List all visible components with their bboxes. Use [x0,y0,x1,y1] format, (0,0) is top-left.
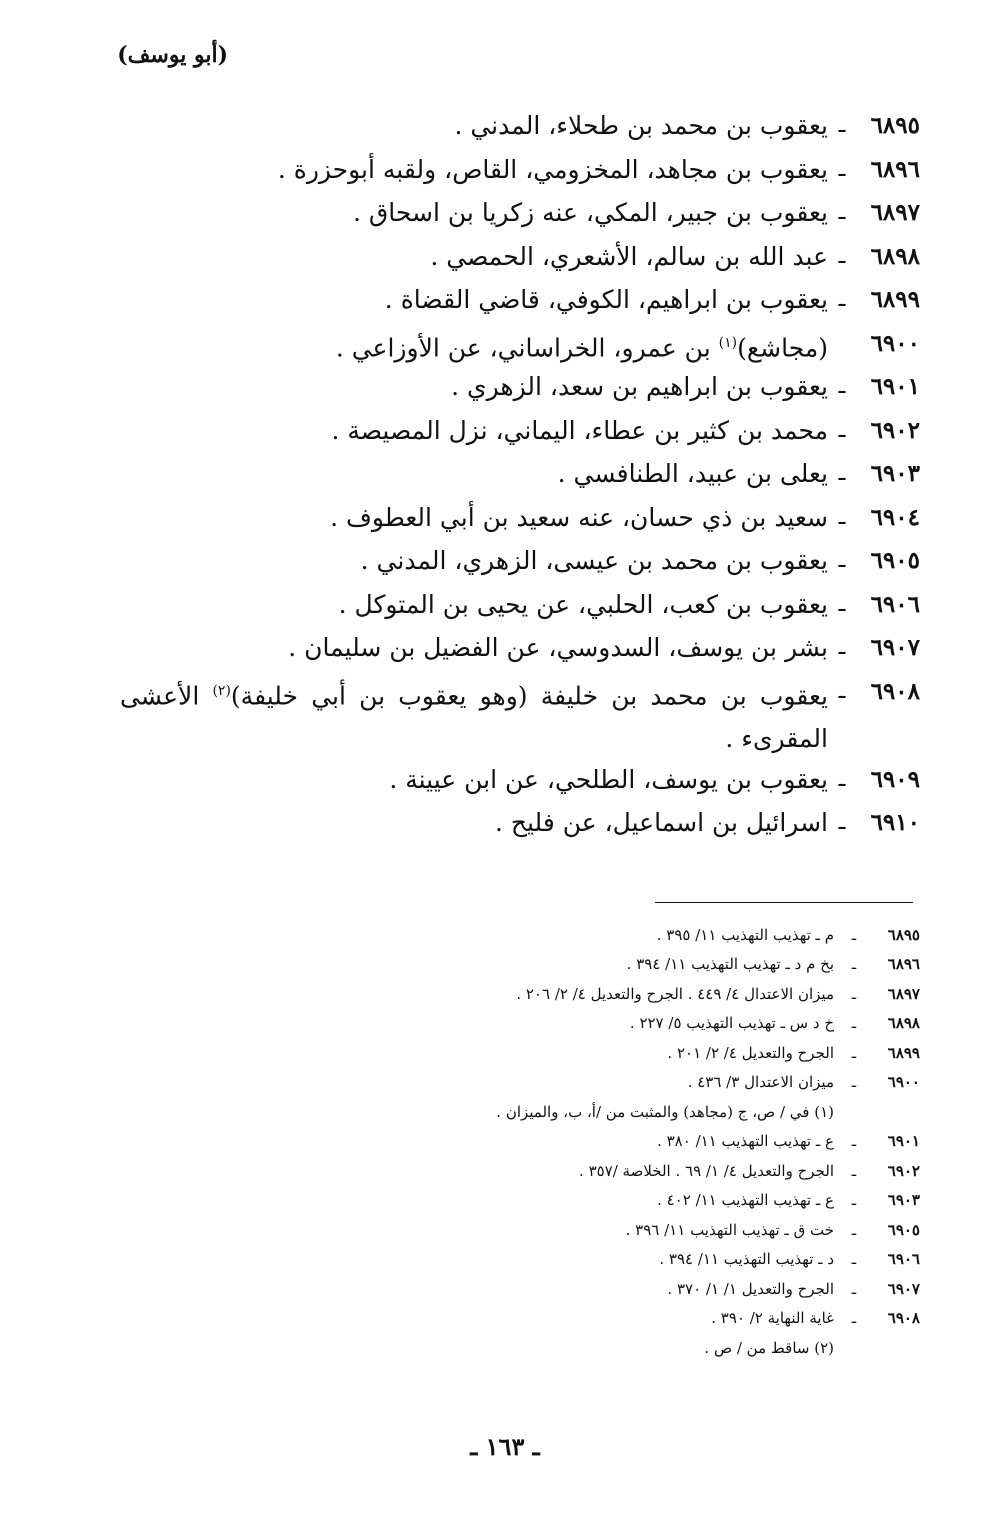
entry-number: ٦٩٠٥ [870,547,920,574]
footnote-number: ٦٩٠٣ [887,1191,920,1210]
footnote-marker: (٢) [212,682,231,699]
entry-6909 [120,758,920,802]
footnote-item [300,1009,920,1039]
entry-text-part: الأعشى المقرىء . [120,680,828,754]
footnote-item [300,1215,920,1245]
entry-6902 [120,409,920,453]
footnote-separator [655,902,913,903]
footnote-item [300,1127,920,1157]
footnote-number: ٦٩٠٧ [887,1279,920,1298]
entry-6897 [120,191,920,235]
footnote-number: ٦٨٩٦ [887,955,920,974]
entry-dash: ـ [838,765,846,792]
footnote-item [300,1245,920,1275]
entry-number: ٦٩٠٨ [870,677,920,705]
entry-text: يعقوب بن محمد بن طحلاء، المدني . [454,111,828,140]
footnote-item [300,1186,920,1216]
entry-text: اسرائيل بن اسماعيل، عن فليح . [494,808,828,837]
entry-6906 [120,583,920,627]
entry-text: يعقوب بن يوسف، الطلحي، عن ابن عيينة . [389,764,828,794]
footnote-text: ميزان الاعتدال ٤/ ٤٤٩ . الجرح والتعديل ٤/ ٢/ ٢٠٦ . [516,984,834,1003]
entry-text: يعلى بن عبيد، الطنافسي . [557,459,828,488]
footnote-item [300,979,920,1009]
footnote-number: ٦٩٠٠ [887,1073,920,1092]
footnote-dash: ـ [851,1279,857,1298]
entry-dash: ـ [838,286,846,312]
entry-number: ٦٩٠٩ [870,765,920,793]
footnote-text: الجرح والتعديل ٤/ ١/ ٦٩ . الخلاصة /٣٥٧ . [579,1161,834,1180]
entry-6895 [120,104,920,148]
entry-6903 [120,452,920,496]
footnote-dash: ـ [851,984,857,1003]
entry-6910 [120,801,920,845]
footnote-dash: ـ [851,1043,857,1062]
entry-text: يعقوب بن محمد بن عيسى، الزهري، المدني . [360,546,828,575]
entry-text: يعقوب بن كعب، الحلبي، عن يحيى بن المتوكل . [338,589,828,619]
footnote-text: بخ م د ـ تهذيب التهذيب ١١/ ٣٩٤ . [626,955,834,974]
footnote-item [300,1304,920,1334]
footnote-text: د ـ تهذيب التهذيب ١١/ ٣٩٤ . [659,1250,834,1269]
entry-6907 [120,626,920,670]
entry-text: سعيد بن ذي حسان، عنه سعيد بن أبي العطوف . [330,502,828,532]
footnote-text: خ د س ـ تهذيب التهذيب ٥/ ٢٢٧ . [629,1014,834,1033]
entry-number: ٦٨٩٩ [870,286,920,313]
footnote-item [300,1068,920,1098]
footnote-text: م ـ تهذيب التهذيب ١١/ ٣٩٥ . [656,925,834,944]
footnote-dash: ـ [851,1161,857,1180]
footnote-dash: ـ [851,1191,857,1210]
footnote-text: ميزان الاعتدال ٣/ ٤٣٦ . [687,1073,834,1092]
page-number: ـ ١٦٣ ـ [470,1432,540,1461]
footnote-text: ع ـ تهذيب التهذيب ١١/ ٤٠٢ . [657,1191,834,1210]
footnote-item [300,950,920,980]
entry-dash: ـ [838,503,846,530]
entry-text [336,322,828,370]
footnote-dash: ـ [851,1309,857,1328]
footnote-item [300,1274,920,1304]
entry-number: ٦٩٠٢ [870,416,920,444]
footnote-text: غاية النهاية ٢/ ٣٩٠ . [711,1309,834,1328]
footnote-dash: ـ [851,1014,857,1033]
entry-dash: ـ [838,547,846,573]
entry-dash: ـ [838,677,846,704]
footnote-number: ٦٨٩٨ [887,1014,920,1033]
footnote-item [300,1038,920,1068]
running-header: (أبو يوسف) [117,42,228,68]
entry-number: ٦٩٠٧ [870,634,920,661]
footnote-dash: ـ [851,1132,857,1151]
entry-text: عبد الله بن سالم، الأشعري، الحمصي . [430,241,828,271]
footnote-number: ٦٩٠٨ [887,1309,920,1328]
entry-number: ٦٩٠٦ [870,590,920,618]
entry-list [120,104,920,845]
entry-text [120,670,828,761]
entry-6900 [120,322,920,366]
footnote-item [300,1156,920,1186]
footnote-number: ٦٩٠٥ [887,1220,920,1239]
footnotes [300,920,920,1363]
entry-6901 [120,365,920,409]
entry-6899 [120,278,920,322]
entry-dash: ـ [838,112,846,138]
footnote-number: ٦٩٠٦ [887,1250,920,1269]
entry-number: ٦٨٩٨ [870,242,920,270]
entry-number: ٦٨٩٥ [870,112,920,139]
entry-dash: ـ [838,199,846,225]
footnote-dash: ـ [851,1220,857,1239]
entry-text: يعقوب بن ابراهيم، الكوفي، قاضي القضاة . [384,285,828,314]
footnote-dash: ـ [851,1073,857,1092]
entry-text: بشر بن يوسف، السدوسي، عن الفضيل بن سليمان . [288,633,828,662]
entry-text-part: بن عمرو، الخراساني، عن الأوزاعي . [335,332,719,362]
entry-6904 [120,496,920,540]
entry-number: ٦٨٩٦ [870,155,920,183]
entry-text-part: يعقوب بن محمد بن خليفة (وهو يعقوب بن أبي خليفة) [230,680,828,710]
footnote-remark [300,1097,920,1127]
footnote-text: الجرح والتعديل ٤/ ٢/ ٢٠١ . [667,1043,834,1062]
entry-6905 [120,539,920,583]
footnote-item [300,920,920,950]
entry-dash: ـ [838,460,846,486]
footnote-text: (٢) ساقط من / ص . [704,1338,834,1357]
entry-number: ٦٩٠٣ [870,460,920,487]
footnote-dash: ـ [851,925,857,944]
entry-text: يعقوب بن مجاهد، المخزومي، القاص، ولقبه أبوحزرة . [277,154,828,184]
entry-dash: ـ [838,634,846,660]
entry-text: محمد بن كثير بن عطاء، اليماني، نزل المصيصة . [331,415,828,445]
entry-number: ٦٩٠١ [870,373,920,400]
footnote-dash: ـ [851,1250,857,1269]
entry-dash: ـ [838,416,846,443]
entry-number: ٦٩٠٠ [870,329,920,357]
entry-6898 [120,235,920,279]
entry-6908 [120,670,920,758]
footnote-dash: ـ [851,955,857,974]
entry-dash: ـ [838,155,846,182]
footnote-remark [300,1333,920,1363]
entry-number: ٦٩٠٤ [870,503,920,531]
footnote-number: ٦٨٩٩ [887,1043,920,1062]
entry-dash: ـ [838,590,846,617]
entry-dash: ـ [838,809,846,835]
footnote-text: الجرح والتعديل ١/ ١/ ٣٧٠ . [667,1279,834,1298]
footnote-number: ٦٨٩٥ [887,925,920,944]
footnote-text: ع ـ تهذيب التهذيب ١١/ ٣٨٠ . [657,1132,834,1151]
footnote-marker: (١) [718,334,738,351]
entry-dash: ـ [838,242,846,269]
entry-dash: ـ [838,373,846,399]
entry-6896 [120,148,920,192]
entry-text-part: (مجاشع) [737,332,828,362]
entry-number: ٦٩١٠ [870,809,920,836]
footnote-number: ٦٩٠٢ [887,1161,920,1180]
entry-number: ٦٨٩٧ [870,199,920,226]
footnote-text: خت ق ـ تهذيب التهذيب ١١/ ٣٩٦ . [625,1220,834,1239]
entry-text: يعقوب بن جبير، المكي، عنه زكريا بن اسحاق . [353,198,828,227]
footnote-number: ٦٩٠١ [887,1132,920,1151]
footnote-text: (١) في / ص، ج (مجاهد) والمثبت من /أ، ب، والميزان . [496,1102,834,1121]
entry-text: يعقوب بن ابراهيم بن سعد، الزهري . [451,372,828,401]
footnote-number: ٦٨٩٧ [887,984,920,1003]
